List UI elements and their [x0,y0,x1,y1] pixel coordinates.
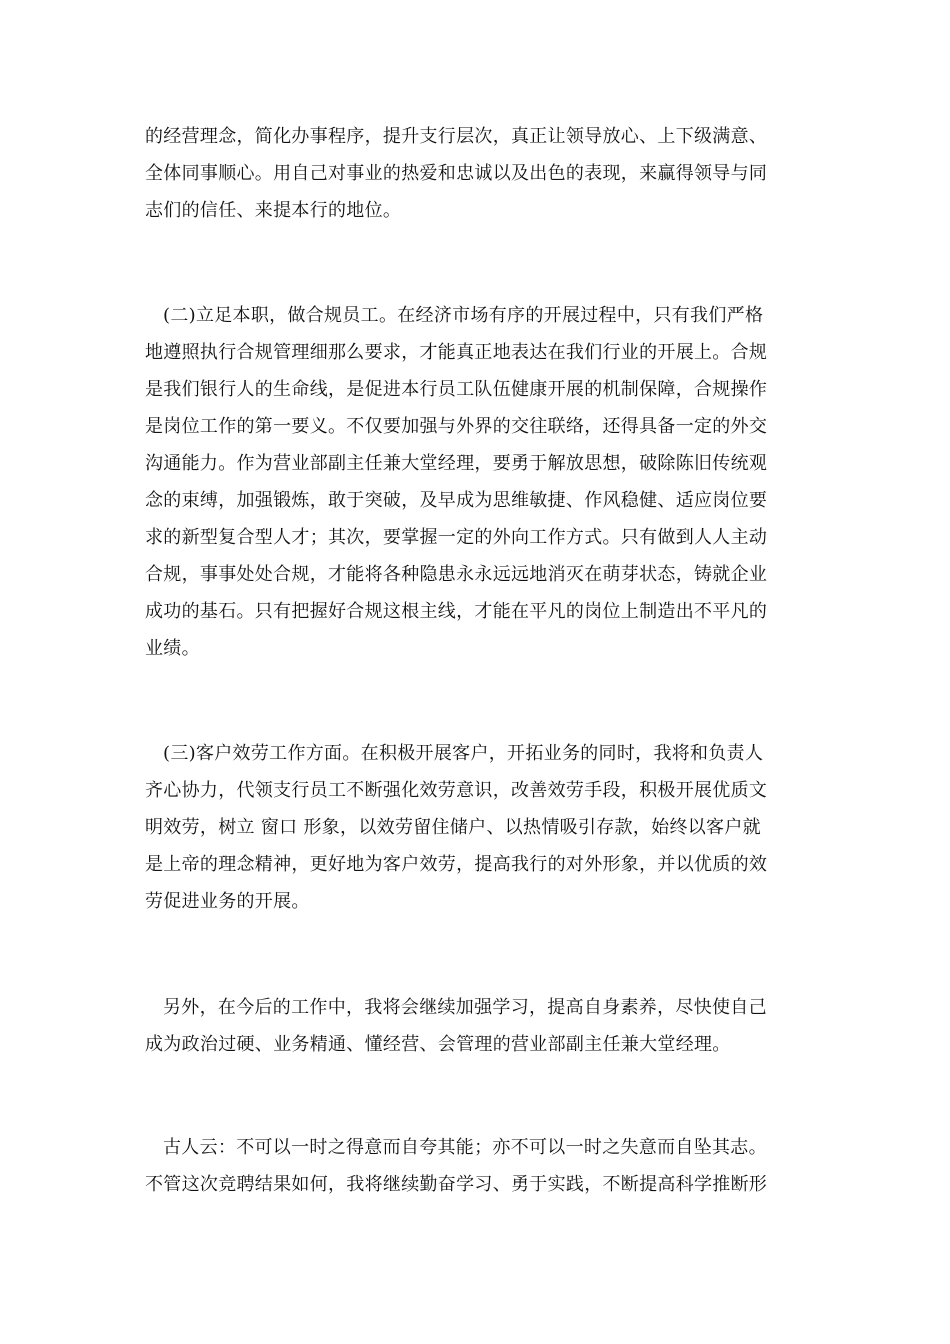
text-line: 业绩。 [145,638,200,659]
text-line: 劳促进业务的开展。 [145,891,310,912]
text-line: 合规，事事处处合规，才能将各种隐患永永远远地消灭在萌芽状态，铸就企业 [145,564,768,585]
text-line: 另外，在今后的工作中，我将会继续加强学习，提高自身素养，尽快使自己 [163,997,767,1018]
paragraph-customer-service [145,735,810,920]
paragraph-continued-learning [145,989,810,1063]
text-line: 求的新型复合型人才；其次，要掌握一定的外向工作方式。只有做到人人主动 [145,527,768,548]
text-line: (二)立足本职，做合规员工。在经济市场有序的开展过程中，只有我们严格 [163,305,764,326]
text-line: 明效劳，树立 窗口 形象，以效劳留住储户、以热情吸引存款，始终以客户就 [145,817,761,838]
text-line: 是岗位工作的第一要义。不仅要加强与外界的交往联络，还得具备一定的外交 [145,416,768,437]
text-line: 齐心协力，代领支行员工不断强化效劳意识，改善效劳手段，积极开展优质文 [145,780,768,801]
text-line: 全体同事顺心。用自己对事业的热爱和忠诚以及出色的表现，来赢得领导与同 [145,163,768,184]
text-line: 古人云：不可以一时之得意而自夸其能；亦不可以一时之失意而自坠其志。 [163,1137,767,1158]
text-line: 成功的基石。只有把握好合规这根主线，才能在平凡的岗位上制造出不平凡的 [145,601,768,622]
text-line: 成为政治过硬、业务精通、懂经营、会管理的营业部副主任兼大堂经理。 [145,1034,731,1055]
text-line: 志们的信任、来提本行的地位。 [145,200,402,221]
paragraph-compliance [145,297,810,667]
text-line: 念的束缚，加强锻炼，敢于突破，及早成为思维敏捷、作风稳健、适应岗位要 [145,490,768,511]
text-line: (三)客户效劳工作方面。在积极开展客户，开拓业务的同时，我将和负责人 [163,743,764,764]
text-line: 地遵照执行合规管理细那么要求，才能真正地表达在我们行业的开展上。合规 [145,342,768,363]
text-line: 的经营理念，简化办事程序，提升支行层次，真正让领导放心、上下级满意、 [145,126,768,147]
text-line: 沟通能力。作为营业部副主任兼大堂经理，要勇于解放思想，破除陈旧传统观 [145,453,768,474]
text-line: 是上帝的理念精神，更好地为客户效劳，提高我行的对外形象，并以优质的效 [145,854,768,875]
text-line: 不管这次竞聘结果如何，我将继续勤奋学习、勇于实践，不断提高科学推断形 [145,1174,768,1195]
paragraph-management-philosophy [145,118,810,229]
text-line: 是我们银行人的生命线，是促进本行员工队伍健康开展的机制保障，合规操作 [145,379,768,400]
paragraph-closing-quote [145,1129,810,1203]
